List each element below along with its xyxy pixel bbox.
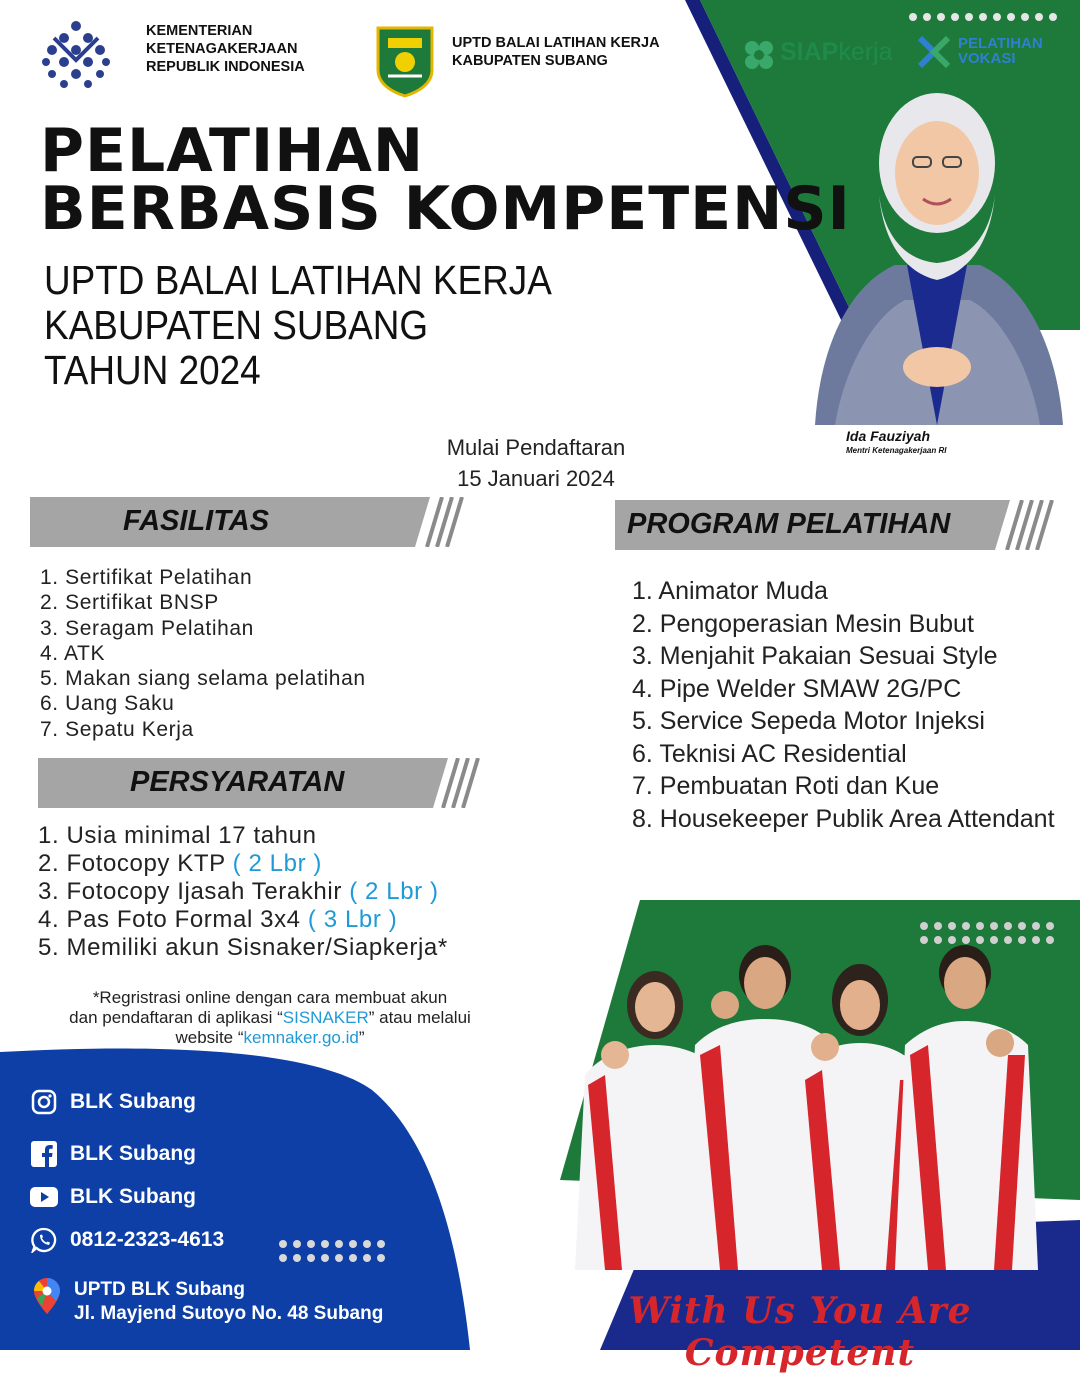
youtube-link[interactable]: BLK Subang bbox=[30, 1183, 196, 1211]
list-item: 3. Menjahit Pakaian Sesuai Style bbox=[632, 642, 998, 670]
subang-regency-emblem bbox=[374, 24, 436, 98]
list-item: 3. Seragam Pelatihan bbox=[40, 616, 254, 640]
list-item: 5. Makan siang selama pelatihan bbox=[40, 667, 366, 691]
list-item: 3. Fotocopy Ijasah Terakhir ( 2 Lbr ) bbox=[38, 878, 439, 905]
facebook-link[interactable]: BLK Subang bbox=[30, 1140, 196, 1168]
list-item: 7. Sepatu Kerja bbox=[40, 717, 194, 741]
registration-info: Mulai Pendaftaran 15 Januari 2024 bbox=[446, 435, 626, 491]
persyaratan-banner bbox=[38, 758, 488, 808]
fasilitas-list bbox=[40, 565, 366, 742]
whatsapp-link[interactable]: 0812-2323-4613 bbox=[30, 1226, 224, 1254]
program-list bbox=[632, 575, 1055, 835]
list-item: 1. Usia minimal 17 tahun bbox=[38, 822, 317, 849]
list-item: 4. ATK bbox=[40, 641, 106, 665]
address: UPTD BLK Subang Jl. Mayjend Sutoyo No. 48 Subang bbox=[74, 1279, 384, 1324]
program-heading: PROGRAM PELATIHAN bbox=[627, 508, 951, 540]
ministry-name: KEMENTERIAN KETENAGAKERJAAN REPUBLIK INDONESIA bbox=[146, 23, 305, 75]
trainees-photo bbox=[560, 935, 1060, 1270]
list-item: 6. Uang Saku bbox=[40, 692, 175, 716]
main-title: PELATIHAN BERBASIS KOMPETENSI bbox=[40, 116, 851, 244]
list-item: 2. Sertifikat BNSP bbox=[40, 591, 219, 615]
list-item: 2. Fotocopy KTP ( 2 Lbr ) bbox=[38, 850, 323, 877]
program-banner bbox=[615, 500, 1065, 550]
registration-note: *Regristrasi online dengan cara membuat akun dan pendaftaran di aplikasi “SISNAKER” atau melalui website “kemnaker.go.id” bbox=[69, 988, 471, 1047]
institution-name: UPTD BALAI LATIHAN KERJA KABUPATEN SUBANG bbox=[452, 35, 660, 69]
list-item: 1. Animator Muda bbox=[632, 577, 828, 605]
list-item: 5. Memiliki akun Sisnaker/Siapkerja* bbox=[38, 934, 448, 961]
facebook-icon bbox=[30, 1140, 58, 1168]
subtitle: UPTD BALAI LATIHAN KERJA KABUPATEN SUBANG TAHUN 2024 bbox=[44, 257, 552, 393]
sisnaker-link[interactable]: SISNAKER bbox=[282, 1008, 369, 1027]
whatsapp-icon bbox=[30, 1226, 58, 1254]
instagram-icon bbox=[30, 1088, 58, 1116]
kemnaker-logo bbox=[40, 20, 112, 92]
list-item: 4. Pipe Welder SMAW 2G/PC bbox=[632, 674, 962, 703]
kemnaker-website-link[interactable]: kemnaker.go.id bbox=[243, 1028, 359, 1047]
persyaratan-list bbox=[38, 822, 448, 962]
tagline: With Us You Are Competent bbox=[628, 1290, 972, 1374]
minister-role: Mentri Ketenagakerjaan RI bbox=[846, 446, 947, 455]
siapkerja-icon bbox=[742, 38, 776, 72]
persyaratan-heading: PERSYARATAN bbox=[130, 766, 345, 798]
instagram-link[interactable]: BLK Subang bbox=[30, 1088, 196, 1116]
list-item: 1. Sertifikat Pelatihan bbox=[40, 566, 253, 589]
list-item: 2. Pengoperasian Mesin Bubut bbox=[632, 609, 974, 638]
fasilitas-banner bbox=[30, 497, 470, 547]
list-item: 7. Pembuatan Roti dan Kue bbox=[632, 772, 940, 800]
minister-name: Ida Fauziyah bbox=[846, 428, 931, 444]
list-item: 8. Housekeeper Publik Area Attendant bbox=[632, 804, 1055, 833]
trainee-4 bbox=[895, 945, 1038, 1270]
pelatihan-vokasi-icon bbox=[918, 36, 954, 68]
fasilitas-heading: FASILITAS bbox=[123, 505, 270, 537]
map-pin-icon bbox=[34, 1278, 60, 1314]
youtube-icon bbox=[30, 1183, 58, 1211]
pelatihan-vokasi-logo: PELATIHAN VOKASI bbox=[958, 35, 1043, 67]
list-item: 4. Pas Foto Formal 3x4 ( 3 Lbr ) bbox=[38, 906, 398, 933]
list-item: 5. Service Sepeda Motor Injeksi bbox=[632, 707, 985, 735]
list-item: 6. Teknisi AC Residential bbox=[632, 739, 907, 768]
siapkerja-logo: SIAPkerja bbox=[780, 38, 893, 66]
